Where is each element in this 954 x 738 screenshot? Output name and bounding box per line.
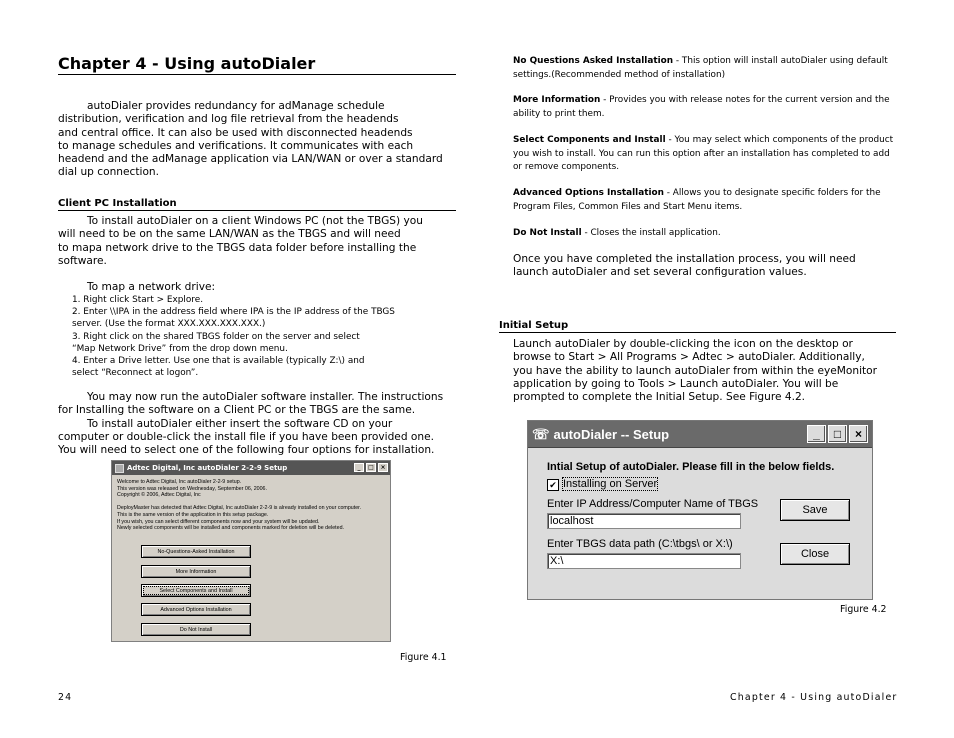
phone-icon: ☏: [532, 425, 550, 442]
autodialer-setup-titlebar: [528, 421, 872, 448]
option-desc: - This option will install autoDialer using default settings.(Recommended method of installation): [513, 56, 888, 80]
close-icon[interactable]: ×: [378, 463, 388, 472]
server-checkbox-label: Installing on Server: [563, 478, 658, 490]
minimize-icon[interactable]: _: [354, 463, 364, 472]
map-drive-intro: To map a network drive:: [87, 281, 216, 293]
more-information-button[interactable]: More Information: [141, 565, 251, 578]
intro-line: dial up connection.: [58, 166, 160, 179]
map-step: select “Reconnect at logon”.: [72, 368, 199, 379]
data-path-label: Enter TBGS data path (C:\tbgs\ or X:\): [547, 538, 733, 550]
setup-welcome-text: [117, 479, 387, 532]
advanced-options-button[interactable]: Advanced Options Installation: [141, 603, 251, 616]
setup-text-line: Newly selected components will be installed and components marked for deletion will be deleted.: [117, 525, 345, 532]
maximize-icon[interactable]: □: [828, 425, 847, 443]
install-line: for Installing the software on a Client PC or the TBGS are the same.: [58, 404, 416, 417]
close-button[interactable]: Close: [780, 543, 850, 565]
setup-text-line: DeployMaster has detected that Adtec Digital, Inc autoDialer 2-2-9 is already installed on your computer.: [117, 505, 362, 512]
figure-4-1-caption: Figure 4.1: [400, 652, 447, 663]
option-name: No Questions Asked Installation: [513, 56, 674, 66]
app-icon: [115, 464, 124, 473]
intro-line: and central office. It can also be used with disconnected headends: [58, 126, 413, 139]
data-path-input[interactable]: X:\: [547, 553, 741, 569]
option-name: Advanced Options Installation: [513, 188, 664, 198]
do-not-install-button[interactable]: Do Not Install: [141, 623, 251, 636]
after-install-paragraph: [513, 253, 898, 280]
install-paragraph: [58, 391, 458, 457]
option-desc: - Allows you to designate specific folders for the Program Files, Common Files and Start Menu items.: [513, 188, 881, 212]
chapter-title: Chapter 4 - Using autoDialer: [58, 54, 456, 75]
page-footer: Chapter 4 - Using autoDialer: [730, 692, 898, 703]
server-checkbox-row[interactable]: [547, 478, 657, 491]
client-line: to mapa network drive to the TBGS data folder before installing the: [58, 241, 417, 254]
ip-address-input[interactable]: localhost: [547, 513, 741, 529]
setup-text-line: Copyright © 2006, Adtec Digital, Inc: [117, 492, 201, 499]
close-icon[interactable]: ×: [849, 425, 868, 443]
autodialer-setup-title: autoDialer -- Setup: [553, 426, 670, 442]
setup-window-titlebar: [112, 461, 390, 475]
setup-text-line: Welcome to Adtec Digital, Inc autoDialer 2-2-9 setup.: [117, 479, 242, 485]
option-more-information: [513, 94, 898, 121]
initial-setup-paragraph: [513, 338, 898, 404]
after-install-line: launch autoDialer and set several configuration values.: [513, 266, 807, 279]
setup-instruction: Intial Setup of autoDialer. Please fill in the below fields.: [547, 461, 835, 473]
autodialer-setup-screenshot: [527, 420, 873, 600]
initial-line: prompted to complete the Initial Setup. See Figure 4.2.: [513, 391, 806, 404]
client-line: software.: [58, 254, 107, 267]
map-step: 3. Right click on the shared TBGS folder on the server and select: [72, 331, 360, 342]
client-line: will need to be on the same LAN/WAN as the TBGS and will need: [58, 228, 401, 241]
initial-line: application by going to Tools > Launch autoDialer. You will be: [513, 377, 839, 390]
maximize-icon[interactable]: □: [366, 463, 376, 472]
option-desc: - Closes the install application.: [581, 228, 721, 238]
install-line: To install autoDialer either insert the software CD on your: [87, 417, 393, 430]
map-drive-steps: [72, 294, 462, 379]
server-checkbox[interactable]: ✔: [547, 479, 559, 491]
after-install-line: Once you have completed the installation process, you will need: [513, 253, 856, 265]
select-components-button[interactable]: Select Components and Install: [141, 584, 251, 597]
option-select-components: [513, 134, 898, 175]
initial-line: Launch autoDialer by double-clicking the icon on the desktop or: [513, 338, 853, 350]
setup-window-title: Adtec Digital, Inc autoDialer 2-2-9 Setup: [127, 464, 288, 472]
option-advanced: [513, 187, 898, 214]
option-name: More Information: [513, 95, 601, 105]
map-step: 2. Enter \\IPA in the address field where IPA is the IP address of the TBGS: [72, 307, 395, 318]
page-number: 24: [58, 692, 73, 703]
option-no-questions: [513, 55, 898, 82]
no-questions-install-button[interactable]: No-Questions-Asked Installation: [141, 545, 251, 558]
minimize-icon[interactable]: _: [807, 425, 826, 443]
map-step: 4. Enter a Drive letter. Use one that is available (typically Z:\) and: [72, 356, 365, 367]
figure-4-2-caption: Figure 4.2: [840, 604, 887, 615]
install-line: You will need to select one of the following four options for installation.: [58, 444, 435, 457]
setup-text-line: This is the same version of the application in this setup package.: [117, 511, 269, 518]
map-step: server. (Use the format XXX.XXX.XXX.XXX.): [72, 319, 266, 330]
intro-line: headend and the adManage application via LAN/WAN or over a standard: [58, 153, 443, 166]
intro-paragraph: [58, 100, 458, 180]
setup-window-body: [115, 477, 387, 638]
option-name: Select Components and Install: [513, 135, 666, 145]
initial-line: you have the ability to launch autoDialer from within the eyeMonitor: [513, 364, 878, 377]
client-pc-heading: Client PC Installation: [58, 198, 456, 211]
intro-line: to manage schedules and verifications. It communicates with each: [58, 139, 414, 152]
setup-text-spacer: [117, 499, 387, 506]
option-do-not-install: [513, 227, 898, 241]
option-name: Do Not Install: [513, 228, 582, 238]
option-desc: - You may select which components of the product you wish to install. You can run this option after an installation has completed to add or remove components.: [513, 135, 894, 172]
save-button[interactable]: Save: [780, 499, 850, 521]
map-step: “Map Network Drive” from the drop down menu.: [72, 343, 288, 354]
intro-line: autoDialer provides redundancy for adManage schedule: [87, 100, 385, 112]
initial-setup-heading: Initial Setup: [499, 320, 896, 333]
setup-window-screenshot: [111, 460, 391, 642]
intro-line: distribution, verification and log file retrieval from the headends: [58, 113, 399, 126]
client-line: To install autoDialer on a client Windows PC (not the TBGS) you: [87, 215, 423, 227]
option-desc: - Provides you with release notes for the current version and the ability to print them.: [513, 95, 890, 119]
map-step: 1. Right click Start > Explore.: [72, 295, 204, 305]
install-line: computer or double-click the install file if you have been provided one.: [58, 430, 434, 443]
setup-text-line: This version was released on Wednesday, September 06, 2006.: [117, 485, 267, 492]
initial-line: browse to Start > All Programs > Adtec > autoDialer. Additionally,: [513, 351, 865, 364]
client-paragraph: [58, 215, 458, 268]
install-line: You may now run the autoDialer software installer. The instructions: [87, 391, 444, 403]
ip-address-label: Enter IP Address/Computer Name of TBGS: [547, 498, 759, 510]
setup-text-line: If you wish, you can select different components now and your system will be updated.: [117, 518, 320, 525]
